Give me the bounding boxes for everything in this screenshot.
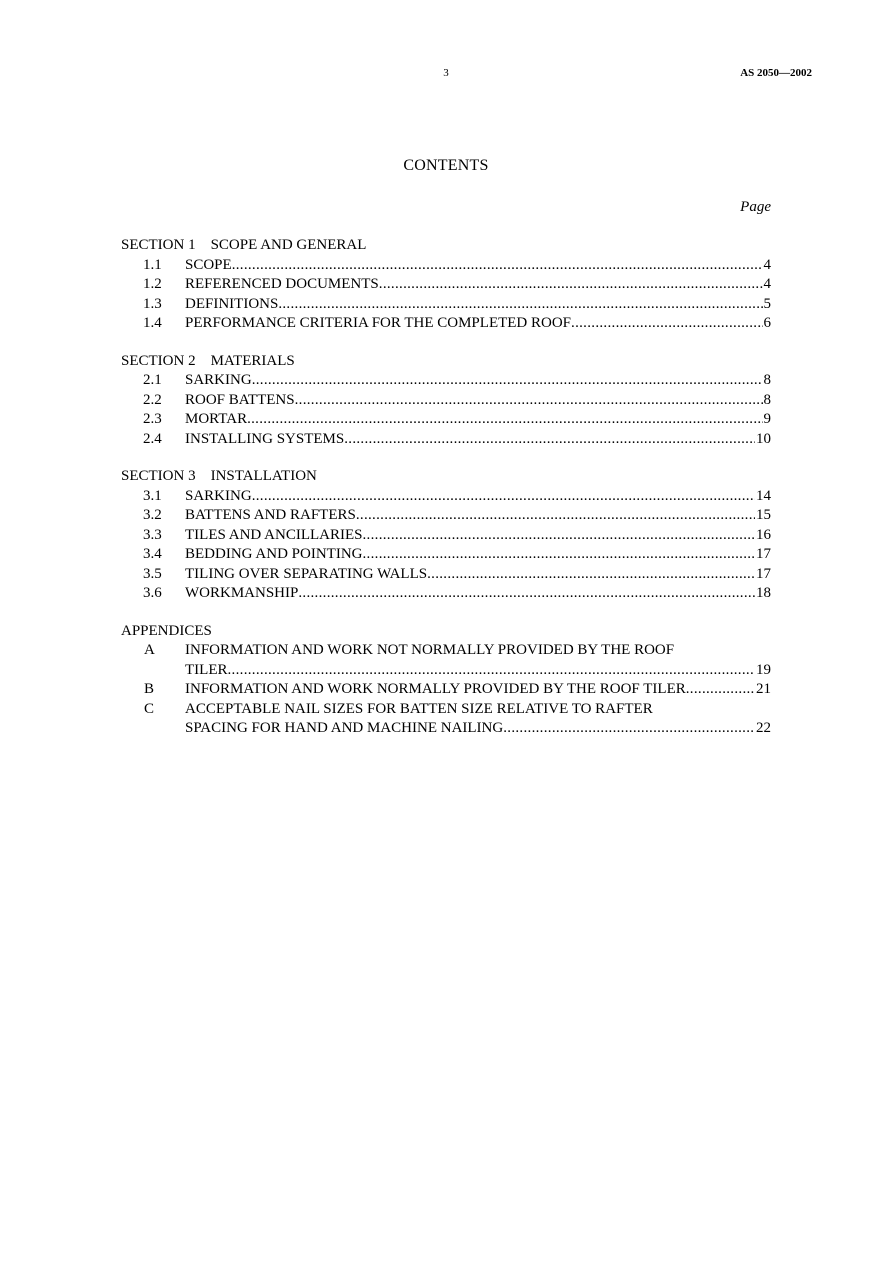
toc-entry[interactable] xyxy=(121,506,771,526)
dot-leader xyxy=(686,680,755,700)
entry-title: INFORMATION AND WORK NORMALLY PROVIDED BY THE ROOF TILER xyxy=(185,681,686,697)
dot-leader xyxy=(344,430,755,450)
entry-number: 3.5 xyxy=(143,565,162,582)
dot-leader xyxy=(379,275,763,295)
entry-number: 1.3 xyxy=(143,295,162,312)
section-heading: SECTION 3 INSTALLATION xyxy=(121,468,317,484)
entry-page: 9 xyxy=(763,411,771,427)
entry-page: 19 xyxy=(756,661,771,678)
entry-page: 17 xyxy=(756,546,771,562)
appendices-heading: APPENDICES xyxy=(121,622,212,639)
toc-entry[interactable] xyxy=(121,314,771,334)
entry-page: 8 xyxy=(763,372,771,388)
entry-page: 8 xyxy=(763,391,771,408)
dot-leader xyxy=(363,545,756,565)
entry-page: 21 xyxy=(756,681,771,697)
table-of-contents xyxy=(121,236,771,757)
entry-number: 2.4 xyxy=(143,430,162,447)
entry-title: ROOF BATTENS xyxy=(185,391,295,408)
toc-entry-appendix-c[interactable] xyxy=(121,700,771,739)
entry-title: PERFORMANCE CRITERIA FOR THE COMPLETED ROOF xyxy=(185,315,572,331)
dot-leader xyxy=(356,506,755,526)
toc-entry-appendix-b[interactable] xyxy=(121,680,771,700)
entry-page: 4 xyxy=(763,276,771,292)
entry-page: 4 xyxy=(763,256,771,273)
toc-entry[interactable] xyxy=(121,526,771,546)
entry-page: 10 xyxy=(756,430,771,447)
entry-number: 3.6 xyxy=(143,585,162,601)
toc-entry[interactable] xyxy=(121,545,771,565)
toc-entry[interactable] xyxy=(121,256,771,276)
entry-number: 2.1 xyxy=(143,372,162,388)
toc-entry[interactable] xyxy=(121,430,771,450)
toc-entry[interactable] xyxy=(121,565,771,585)
entry-page: 22 xyxy=(756,720,771,736)
page-header xyxy=(0,67,892,83)
entry-title: TILES AND ANCILLARIES xyxy=(185,526,363,543)
toc-entry[interactable] xyxy=(121,584,771,604)
entry-title: DEFINITIONS xyxy=(185,295,279,312)
toc-entry[interactable] xyxy=(121,275,771,295)
entry-number: 1.4 xyxy=(143,315,162,331)
entry-page: 6 xyxy=(763,315,771,331)
toc-entry[interactable] xyxy=(121,410,771,430)
dot-leader xyxy=(247,410,762,430)
entry-title: TILING OVER SEPARATING WALLS xyxy=(185,565,428,582)
entry-page: 16 xyxy=(756,526,771,543)
toc-entry[interactable] xyxy=(121,391,771,411)
dot-leader xyxy=(252,371,763,391)
dot-leader xyxy=(228,661,756,681)
dot-leader xyxy=(278,295,762,315)
section-1 xyxy=(121,236,771,334)
appendix-letter: B xyxy=(144,681,155,697)
section-heading: SECTION 1 SCOPE AND GENERAL xyxy=(121,237,367,253)
entry-title: MORTAR xyxy=(185,411,248,427)
entry-number: 3.1 xyxy=(143,487,162,504)
dot-leader xyxy=(427,565,755,585)
entry-title-line1: INFORMATION AND WORK NOT NORMALLY PROVIDED BY THE ROOF xyxy=(185,642,675,658)
section-2 xyxy=(121,352,771,450)
toc-entry-appendix-a[interactable] xyxy=(121,641,771,680)
entry-title: INSTALLING SYSTEMS xyxy=(185,430,345,447)
appendix-letter: C xyxy=(144,700,155,717)
entry-number: 3.4 xyxy=(143,546,162,562)
entry-number: 3.2 xyxy=(143,507,162,523)
entry-title: BATTENS AND RAFTERS xyxy=(185,507,356,523)
entry-number: 3.3 xyxy=(143,526,162,543)
dot-leader xyxy=(252,487,755,507)
contents-title: CONTENTS xyxy=(403,157,489,174)
toc-entry[interactable] xyxy=(121,295,771,315)
dot-leader xyxy=(232,256,763,276)
appendix-letter: A xyxy=(144,642,155,658)
entry-page: 14 xyxy=(756,487,771,504)
dot-leader xyxy=(295,391,763,411)
toc-entry[interactable] xyxy=(121,371,771,391)
document-id: AS 2050—2002 xyxy=(740,67,812,79)
entry-page: 17 xyxy=(756,565,771,582)
entry-page: 15 xyxy=(756,507,771,523)
entry-title: SARKING xyxy=(185,372,252,388)
entry-title: BEDDING AND POINTING xyxy=(185,546,363,562)
entry-title-line2: SPACING FOR HAND AND MACHINE NAILING xyxy=(185,720,504,736)
entry-number: 1.1 xyxy=(143,256,162,273)
page-number: 3 xyxy=(443,67,449,79)
entry-title: REFERENCED DOCUMENTS xyxy=(185,276,379,292)
dot-leader xyxy=(503,719,755,739)
page-column-label: Page xyxy=(740,199,771,215)
entry-title-line1: ACCEPTABLE NAIL SIZES FOR BATTEN SIZE RELATIVE TO RAFTER xyxy=(185,700,653,717)
entry-page: 18 xyxy=(756,585,771,601)
entry-number: 1.2 xyxy=(143,276,162,292)
entry-title: SARKING xyxy=(185,487,252,504)
section-3 xyxy=(121,467,771,604)
dot-leader xyxy=(571,314,762,334)
appendices xyxy=(121,622,771,739)
entry-title-line2: TILER xyxy=(185,661,228,678)
entry-title: SCOPE xyxy=(185,256,232,273)
entry-number: 2.2 xyxy=(143,391,162,408)
dot-leader xyxy=(298,584,755,604)
toc-entry[interactable] xyxy=(121,487,771,507)
dot-leader xyxy=(363,526,756,546)
section-heading: SECTION 2 MATERIALS xyxy=(121,352,295,369)
entry-page: 5 xyxy=(763,295,771,312)
entry-title: WORKMANSHIP xyxy=(185,585,299,601)
entry-number: 2.3 xyxy=(143,411,162,427)
